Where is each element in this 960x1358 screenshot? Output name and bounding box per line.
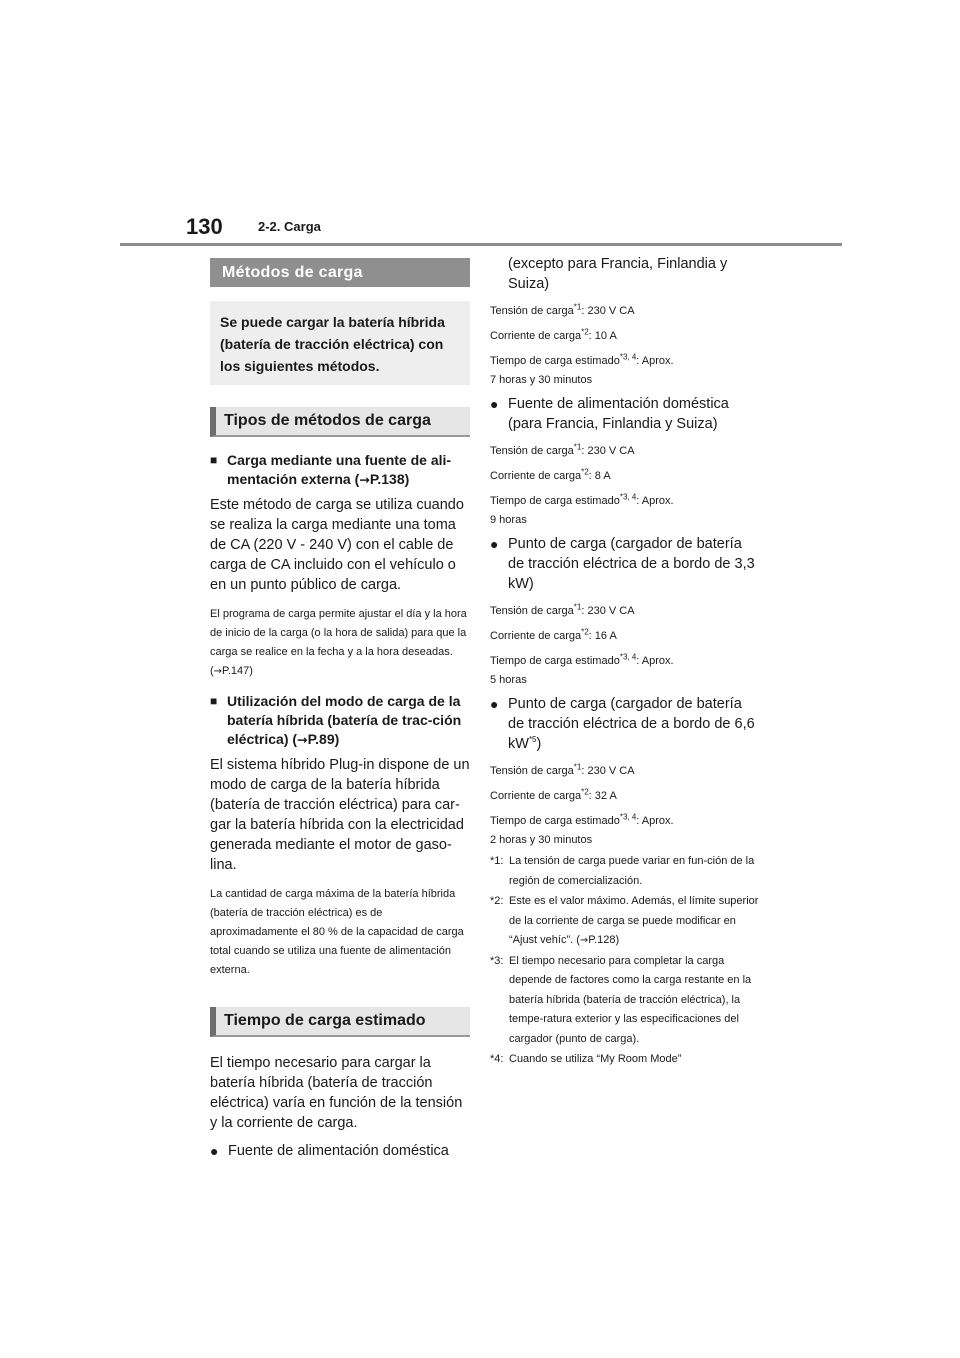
item2-body: El sistema híbrido Plug-in dispone de un modo de carga de la batería híbrida (batería de tracción eléctrica) para car-gar la batería híbrida con la electricidad generada mediante el motor de gaso-lina. [210,757,470,873]
metodos-intro: Se puede cargar la batería híbrida (batería de tracción eléctrica) con los siguientes métodos. [210,301,470,385]
bullet-charger-66: ● Punto de carga (cargador de batería de tracción eléctrica de a bordo de 6,6 $kW^{*5}$) [490,696,755,752]
footnote-4: *4: Cuando se utiliza “My Room Mode” [490,1053,682,1065]
item2-heading: ■ Utilización del modo de carga de la batería híbrida (batería de trac-ción eléctrica) (→P.89) [210,693,462,747]
spec-tension: Tensión de carga$^{*1}$: 230 V CA [490,602,635,617]
left-column [210,258,470,1161]
footnote-3: *3: El tiempo necesario para completar la carga depende de factores como la carga restante en la batería híbrida (batería de tracción eléctrica), la tempe-ratura exterior y las especificaciones del cargador (punto de carga). [490,954,752,1045]
spec-tension: Tensión de carga$^{*1}$: 230 V CA [490,762,635,777]
spec-tiempo-value: 7 horas y 30 minutos [490,374,593,386]
item2-note: La cantidad de carga máxima de la batería híbrida (batería de tracción eléctrica) es de aproximadamente el 80 % de la capacidad de carga total cuando se utiliza una fuente de alimentación externa. [210,888,464,976]
right-column [490,254,760,1070]
bullet-icon: ● [490,396,499,412]
ref-link[interactable]: P.138) [369,471,410,487]
spec-corriente: Corriente de carga$^{*2}$: 8 A [490,467,611,482]
spec-corriente: Corriente de carga$^{*2}$: 16 A [490,627,617,642]
tiempo-intro: El tiempo necesario para cargar la batería híbrida (batería de tracción eléctrica) varía en función de la tensión y la corriente de carga. [210,1055,463,1131]
bullet-icon: ● [210,1143,219,1159]
metodos-title: Métodos de carga [210,258,470,287]
spec-tension: Tensión de carga$^{*1}$: 230 V CA [490,302,635,317]
footnote-1: *1: La tensión de carga puede variar en fun-ción de la región de comercialización. [490,855,755,887]
arrow-icon: → [359,472,370,487]
spec-tiempo: Tiempo de carga estimado$^{*3, 4}$: Aprox. [490,492,674,507]
bullet-icon: ● [490,696,499,712]
arrow-icon: → [297,732,308,747]
tiempo-title: Tiempo de carga estimado [210,1007,470,1037]
spec-tension: Tensión de carga$^{*1}$: 230 V CA [490,442,635,457]
bullet-charger-33: ● Punto de carga (cargador de batería de tracción eléctrica de a bordo de 3,3 kW) [490,536,755,592]
footnote-2: *2: Este es el valor máximo. Además, el límite superior de la corriente de carga se puede modificar en “Ajust vehíc”. (→P.128) [490,895,759,946]
spec-tiempo: Tiempo de carga estimado$^{*3, 4}$: Aprox. [490,812,674,827]
bullet-icon: ● [490,536,499,552]
spec-tiempo-value: 9 horas [490,514,527,526]
header-rule [120,243,842,246]
spec-corriente: Corriente de carga$^{*2}$: 32 A [490,787,617,802]
section-label: 2-2. Carga [258,219,321,234]
tipos-title: Tipos de métodos de carga [210,407,470,437]
spec-tiempo-value: 2 horas y 30 minutos [490,834,593,846]
ref-link[interactable]: P.128) [588,934,620,946]
item1-heading: ■ Carga mediante una fuente de ali-mentación externa (→P.138) [210,452,452,487]
ref-link[interactable]: P.89) [307,731,340,747]
square-icon: ■ [210,694,218,708]
spec-tiempo: Tiempo de carga estimado$^{*3, 4}$: Aprox. [490,352,674,367]
item1-body: Este método de carga se utiliza cuando se realiza la carga mediante una toma de CA (220 V - 240 V) con el cable de carga de CA incluido con el vehículo o en un punto público de carga. [210,497,464,593]
ref-link[interactable]: P.147) [221,665,253,677]
arrow-icon: → [213,666,222,677]
item1-note: El programa de carga permite ajustar el día y la hora de inicio de la carga (o la hora de salida) para que la carga se realice en la fecha y a la hora deseadas. (→P.147) [210,608,467,677]
spec-corriente: Corriente de carga$^{*2}$: 10 A [490,327,617,342]
bullet-domestic-fr: ● Fuente de alimentación doméstica (para Francia, Finlandia y Suiza) [490,396,729,432]
spec-tiempo: Tiempo de carga estimado$^{*3, 4}$: Aprox. [490,652,674,667]
bullet-domestic: ● Fuente de alimentación doméstica [210,1143,449,1159]
arrow-icon: → [579,935,589,946]
page-number: 130 [186,214,223,239]
square-icon: ■ [210,453,218,467]
bullet1-continued: (excepto para Francia, Finlandia y Suiza) [508,256,728,292]
spec-tiempo-value: 5 horas [490,674,527,686]
